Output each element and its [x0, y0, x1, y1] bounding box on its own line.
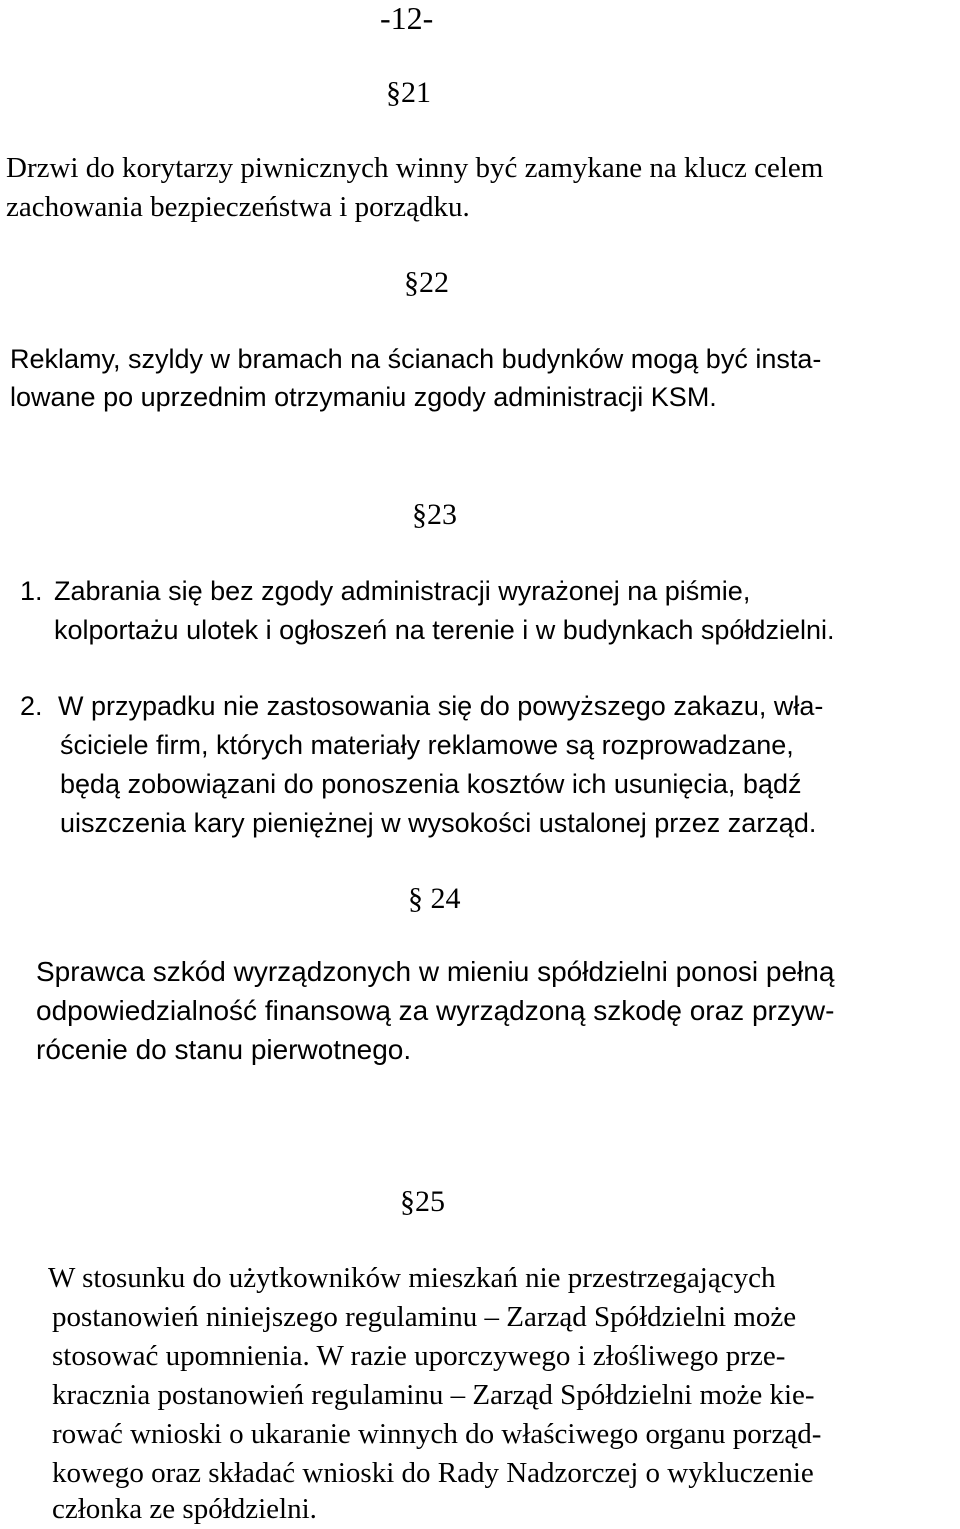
section-heading-21: §21 [386, 76, 431, 109]
section-heading-24: § 24 [408, 882, 461, 915]
page-number: -12- [380, 0, 434, 36]
section-25-line: rować wnioski o ukaranie winnych do właściwego organu porząd- [52, 1418, 822, 1450]
section-heading-25: §25 [400, 1185, 445, 1218]
section-21-line: zachowania bezpieczeństwa i porządku. [6, 191, 470, 223]
section-23-item-2-line: uiszczenia kary pieniężnej w wysokości ustalonej przez zarząd. [60, 808, 817, 838]
section-23-item-2-line: W przypadku nie zastosowania się do powyższego zakazu, wła- [58, 691, 824, 721]
section-heading-23: §23 [412, 498, 457, 531]
section-22-line: lowane po uprzednim otrzymaniu zgody administracji KSM. [10, 382, 717, 412]
section-24-line: Sprawca szkód wyrządzonych w mieniu spółdzielni ponosi pełną [36, 956, 835, 987]
section-24-line: odpowiedzialność finansową za wyrządzoną szkodę oraz przyw- [36, 995, 835, 1026]
section-23-item-1-line: kolportażu ulotek i ogłoszeń na terenie i w budynkach spółdzielni. [54, 615, 835, 645]
section-25-line: stosować upomnienia. W razie uporczywego i złośliwego prze- [52, 1340, 786, 1372]
section-heading-22: §22 [404, 266, 449, 299]
section-23-item-2-line: ściciele firm, których materiały reklamowe są rozprowadzane, [60, 730, 794, 760]
section-22-line: Reklamy, szyldy w bramach na ścianach budynków mogą być insta- [10, 344, 822, 374]
section-23-item-2-line: będą zobowiązani do ponoszenia kosztów ich usunięcia, bądź [60, 769, 802, 799]
section-25-line: W stosunku do użytkowników mieszkań nie przestrzegających [48, 1262, 776, 1294]
section-23-item-1-line: Zabrania się bez zgody administracji wyrażonej na piśmie, [54, 576, 751, 606]
section-24-line: rócenie do stanu pierwotnego. [36, 1034, 412, 1065]
section-25-line: kowego oraz składać wnioski do Rady Nadzorczej o wykluczenie [52, 1457, 814, 1489]
list-item-marker: 2. [20, 691, 43, 721]
section-21-line: Drzwi do korytarzy piwnicznych winny być zamykane na klucz celem [6, 152, 824, 184]
list-item-marker: 1. [20, 576, 43, 606]
section-25-line: członka ze spółdzielni. [52, 1493, 317, 1525]
section-25-line: kracznia postanowień regulaminu – Zarząd Spółdzielni może kie- [52, 1379, 815, 1411]
section-25-line: postanowień niniejszego regulaminu – Zarząd Spółdzielni może [52, 1301, 797, 1333]
